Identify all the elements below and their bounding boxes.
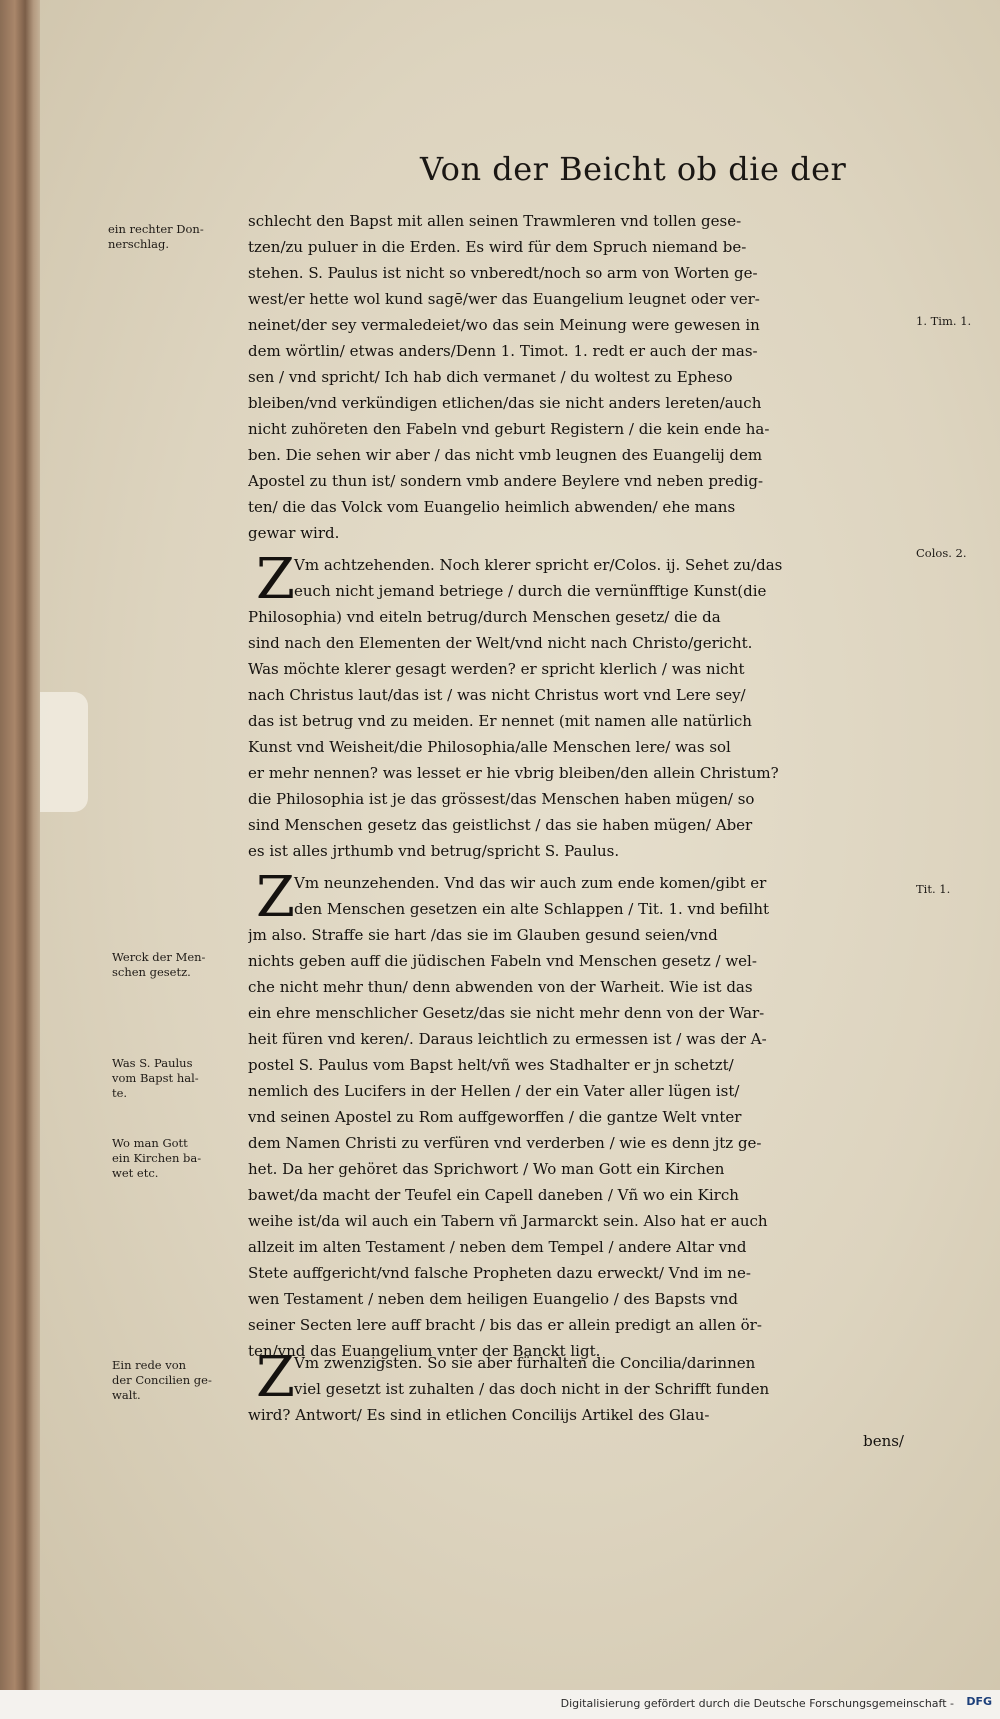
margin-note-left-4: Wo man Gott ein Kirchen ba- wet etc. bbox=[112, 1136, 202, 1180]
text-line: tzen/zu puluer in die Erden. Es wird für dem Spruch niemand be- bbox=[248, 238, 747, 256]
text-line: seiner Secten lere auff bracht / bis das er allein predigt an allen ör- bbox=[248, 1316, 762, 1334]
dfg-logo: DFG bbox=[966, 1695, 992, 1708]
text-line: den Menschen gesetzen ein alte Schlappen / Tit. 1. vnd befilht bbox=[294, 900, 770, 918]
text-line: weihe ist/da wil auch ein Tabern vñ Jarmarckt sein. Also hat er auch bbox=[248, 1212, 768, 1230]
text-line: Vm zwenzigsten. So sie aber fürhalten die Concilia/darinnen bbox=[294, 1354, 756, 1372]
text-line: nemlich des Lucifers in der Hellen / der ein Vater aller lügen ist/ bbox=[248, 1082, 740, 1100]
text-line: het. Da her gehöret das Sprichwort / Wo man Gott ein Kirchen bbox=[248, 1160, 725, 1178]
funding-notice: Digitalisierung gefördert durch die Deutsche Forschungsgemeinschaft - bbox=[560, 1697, 954, 1710]
margin-note-right-1: 1. Tim. 1. bbox=[916, 314, 972, 328]
catchword: bens/ bbox=[863, 1432, 904, 1450]
text-line: das ist betrug vnd zu meiden. Er nennet (mit namen alle natürlich bbox=[248, 712, 752, 730]
text-line: allzeit im alten Testament / neben dem Tempel / andere Altar vnd bbox=[248, 1238, 747, 1256]
text-line: heit füren vnd keren/. Daraus leichtlich zu ermessen ist / was der A- bbox=[248, 1030, 767, 1048]
paragraph-2 bbox=[248, 547, 904, 864]
text-line: schlecht den Bapst mit allen seinen Trawmleren vnd tollen gese- bbox=[248, 212, 742, 230]
text-line: euch nicht jemand betriege / durch die vernünfftige Kunst(die bbox=[294, 582, 767, 600]
text-line: sen / vnd spricht/ Ich hab dich vermanet / du woltest zu Epheso bbox=[248, 368, 733, 386]
decorated-initial: Z bbox=[256, 1345, 295, 1410]
text-line: west/er hette wol kund sagē/wer das Euangelium leugnet oder ver- bbox=[248, 290, 760, 308]
paragraph-4 bbox=[248, 1345, 904, 1454]
text-line: vnd seinen Apostel zu Rom auffgeworffen / die gantze Welt vnter bbox=[248, 1108, 742, 1126]
text-line: nach Christus laut/das ist / was nicht Christus wort vnd Lere sey/ bbox=[248, 686, 746, 704]
text-line: sind nach den Elementen der Welt/vnd nicht nach Christo/gericht. bbox=[248, 634, 753, 652]
text-line: er mehr nennen? was lesset er hie vbrig bleiben/den allein Christum? bbox=[248, 764, 779, 782]
text-line: nicht zuhöreten den Fabeln vnd geburt Registern / die kein ende ha- bbox=[248, 420, 770, 438]
decorated-initial: Z bbox=[256, 547, 295, 612]
running-header: Von der Beicht ob die der bbox=[420, 150, 847, 188]
book-edge bbox=[0, 0, 42, 1719]
text-line: postel S. Paulus vom Bapst helt/vñ wes Stadhalter er jn schetzt/ bbox=[248, 1056, 734, 1074]
text-line: Stete auffgericht/vnd falsche Propheten dazu erweckt/ Vnd im ne- bbox=[248, 1264, 751, 1282]
text-line: che nicht mehr thun/ denn abwenden von der Warheit. Wie ist das bbox=[248, 978, 753, 996]
margin-note-left-5: Ein rede von der Concilien ge- walt. bbox=[112, 1358, 212, 1402]
paragraph-3 bbox=[248, 865, 904, 1364]
margin-note-left-1: ein rechter Don- nerschlag. bbox=[108, 222, 204, 251]
text-line: ben. Die sehen wir aber / das nicht vmb leugnen des Euangelij dem bbox=[248, 446, 763, 464]
text-line: neinet/der sey vermaledeiet/wo das sein Meinung were gewesen in bbox=[248, 316, 760, 334]
text-line: Apostel zu thun ist/ sondern vmb andere Beylere vnd neben predig- bbox=[248, 472, 764, 490]
paper-strip-bookmark bbox=[40, 692, 88, 812]
text-line: nichts geben auff die jüdischen Fabeln vnd Menschen gesetz / wel- bbox=[248, 952, 757, 970]
text-line: dem Namen Christi zu verfüren vnd verderben / wie es denn jtz ge- bbox=[248, 1134, 762, 1152]
text-line: stehen. S. Paulus ist nicht so vnberedt/noch so arm von Worten ge- bbox=[248, 264, 758, 282]
text-line: sind Menschen gesetz das geistlichst / das sie haben mügen/ Aber bbox=[248, 816, 753, 834]
text-line: viel gesetzt ist zuhalten / das doch nicht in der Schrifft funden bbox=[294, 1380, 770, 1398]
margin-note-left-2: Werck der Men- schen gesetz. bbox=[112, 950, 206, 979]
text-line: dem wörtlin/ etwas anders/Denn 1. Timot. 1. redt er auch der mas- bbox=[248, 342, 758, 360]
text-line: Was möchte klerer gesagt werden? er spricht klerlich / was nicht bbox=[248, 660, 745, 678]
margin-note-left-3: Was S. Paulus vom Bapst hal- te. bbox=[112, 1056, 199, 1100]
text-line: Philosophia) vnd eiteln betrug/durch Menschen gesetz/ die da bbox=[248, 608, 721, 626]
margin-note-right-2: Colos. 2. bbox=[916, 546, 967, 560]
text-line: die Philosophia ist je das grössest/das Menschen haben mügen/ so bbox=[248, 790, 755, 808]
text-line: ten/vnd das Euangelium vnter der Banckt ligt. bbox=[248, 1342, 601, 1360]
text-line: jm also. Straffe sie hart /das sie im Glauben gesund seien/vnd bbox=[248, 926, 718, 944]
text-line: es ist alles jrthumb vnd betrug/spricht S. Paulus. bbox=[248, 842, 620, 860]
text-line: Vm achtzehenden. Noch klerer spricht er/Colos. ij. Sehet zu/das bbox=[294, 556, 783, 574]
text-line: gewar wird. bbox=[248, 524, 340, 542]
text-line: ten/ die das Volck vom Euangelio heimlich abwenden/ ehe mans bbox=[248, 498, 736, 516]
text-line: bleiben/vnd verkündigen etlichen/das sie nicht anders lereten/auch bbox=[248, 394, 762, 412]
text-line: bawet/da macht der Teufel ein Capell daneben / Vñ wo ein Kirch bbox=[248, 1186, 739, 1204]
decorated-initial: Z bbox=[256, 865, 295, 930]
text-line: wird? Antwort/ Es sind in etlichen Concilijs Artikel des Glau- bbox=[248, 1406, 710, 1424]
margin-note-right-3: Tit. 1. bbox=[916, 882, 951, 896]
text-line: Kunst vnd Weisheit/die Philosophia/alle Menschen lere/ was sol bbox=[248, 738, 731, 756]
text-line: Vm neunzehenden. Vnd das wir auch zum ende komen/gibt er bbox=[294, 874, 767, 892]
text-line: ein ehre menschlicher Gesetz/das sie nicht mehr denn von der War- bbox=[248, 1004, 765, 1022]
digitization-footer bbox=[0, 1690, 1000, 1719]
paragraph-1 bbox=[248, 208, 904, 546]
text-line: wen Testament / neben dem heiligen Euangelio / des Bapsts vnd bbox=[248, 1290, 739, 1308]
